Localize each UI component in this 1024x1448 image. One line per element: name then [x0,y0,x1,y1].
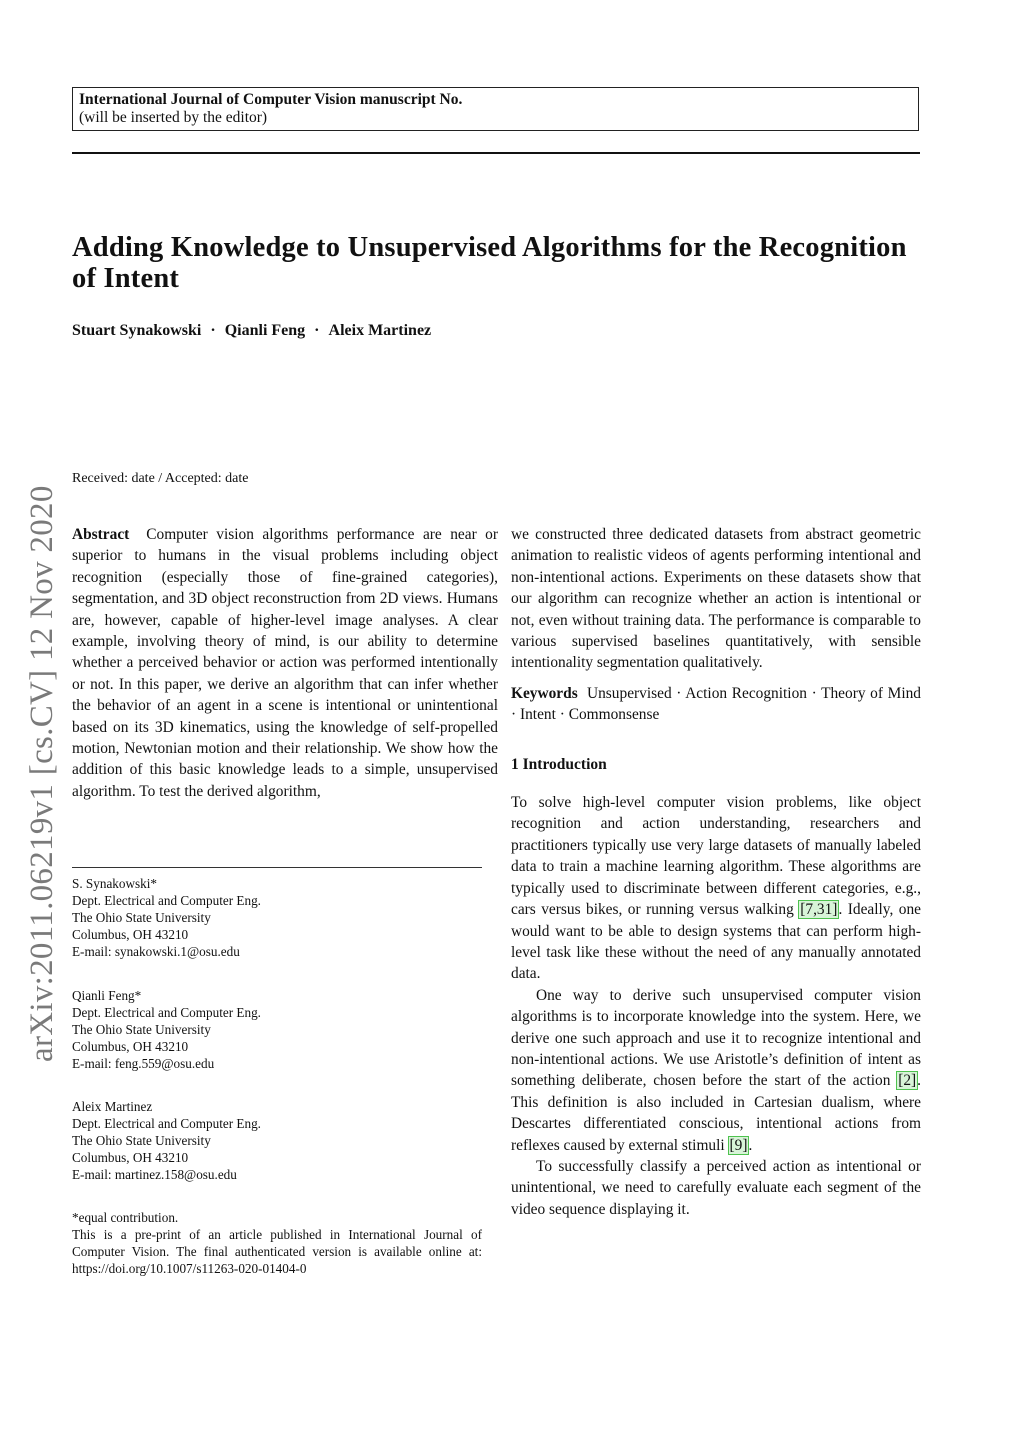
affiliation-university: The Ohio State University [72,910,211,925]
left-column [72,524,498,802]
affiliation-university: The Ohio State University [72,1133,211,1148]
author-name: Qianli Feng [224,322,306,339]
footnote [72,1209,482,1277]
abstract-continued: we constructed three dedicated datasets from abstract geometric animation to realistic videos of agents performing intentional and non-intentional actions. Experiments on these datasets show that our algorithm can recognize whether an action is intentional or not, even without training data. The performance is comparable to various supervised baselines quantitatively, with sensible intentionality segmentation qualitatively. [511,526,921,672]
author-list [72,322,431,340]
intro-paragraph-3: To successfully classify a perceived action as intentional or unintentional, we need to carefully evaluate each segment of the video sequence displaying it. [511,1157,921,1218]
right-column [511,524,921,1220]
intro-paragraph-2 [511,985,921,1156]
affiliation-block [72,1098,261,1183]
citation-link[interactable]: [9] [729,1136,748,1154]
affiliation-city: Columbus, OH 43210 [72,1039,189,1054]
abstract [72,524,498,802]
footnote-rule [72,867,482,868]
author-name: Aleix Martinez [328,322,432,339]
citation-link[interactable]: [2] [898,1072,917,1090]
editor-note: (will be inserted by the editor) [79,109,268,126]
keywords-label: Keywords [511,684,578,702]
intro-text: . Ideally, one would want to be able to design systems that can perform high-level task like these without the need of any manually annotated data. [511,901,921,983]
affiliation-name: Qianli Feng* [72,988,142,1003]
author-separator: · [314,322,320,339]
footnote-equal-contribution: *equal contribution. [72,1210,179,1225]
citation-link[interactable]: [7,31] [800,901,838,919]
intro-text: To solve high-level computer vision problems, like object recognition and action understanding, researchers and practitioners typically use very large datasets of manually labeled data to train a machine learning algorithm. These algorithms are typically used to discriminate between different categories, e.g., cars versus bikes, or running versus walking [511,794,921,919]
affiliation-block [72,987,261,1072]
abstract-label: Abstract [72,526,130,543]
keywords [511,683,921,726]
intro-text: One way to derive such unsupervised computer vision algorithms is to incorporate knowledge into the system. Here, we derive one such approach and use it to recognize intentional and non-intentional actions. We use Aristotle’s definition of intent as something deliberate, chosen before the start of the action [511,986,921,1090]
intro-text: . [748,1136,753,1154]
journal-header-box [72,87,919,131]
affiliation-email: E-mail: feng.559@osu.edu [72,1056,215,1071]
footnote-preprint-note: This is a pre-print of an article published in International Journal of Computer Vision. The final authenticated version is available online at: https://doi.org/10.1007/s11263-020-01404-0 [72,1227,482,1276]
affiliation-name: S. Synakowski* [72,876,157,891]
received-date: Received: date / Accepted: date [72,471,249,486]
affiliation-email: E-mail: martinez.158@osu.edu [72,1167,237,1182]
affiliation-block [72,875,261,960]
abstract-text-left: Computer vision algorithms performance are near or superior to humans in the visual problems including object recognition (especially those of fine-grained categories), segmentation, and 3D object reconstruction from 2D views. Humans are, however, capable of higher-level image analyses. A clear example, involving theory of mind, is our ability to determine whether a perceived behavior or action was performed intentionally or not. In this paper, we derive an algorithm that can infer whether the behavior of an agent in a scene is intentional or unintentional based on its 3D kinematics, using the knowledge of self-propelled motion, Newtonian motion and their relationship. We show how the addition of this basic knowledge leads to a simple, unsupervised algorithm. To test the derived algorithm, [72,526,498,800]
affiliation-email: E-mail: synakowski.1@osu.edu [72,944,240,959]
section-heading: 1 Introduction [511,755,607,773]
journal-name: International Journal of Computer Vision manuscript No. [79,91,463,108]
affiliation-university: The Ohio State University [72,1022,211,1037]
keywords-text: Unsupervised · Action Recognition · Theory of Mind · Intent · Commonsense [511,684,921,724]
affiliation-dept: Dept. Electrical and Computer Eng. [72,893,261,908]
paper-title: Adding Knowledge to Unsupervised Algorithms for the Recognition of Intent [72,232,907,294]
author-separator: · [210,322,216,339]
arxiv-stamp: arXiv:2011.06219v1 [cs.CV] 12 Nov 2020 [24,485,60,1062]
intro-text: . This definition is also included in Cartesian dualism, where Descartes differentiated conscious, intentional actions from reflexes caused by external stimuli [511,1072,921,1154]
affiliation-city: Columbus, OH 43210 [72,927,189,942]
intro-paragraph-1 [511,792,921,985]
affiliation-dept: Dept. Electrical and Computer Eng. [72,1116,261,1131]
author-name: Stuart Synakowski [72,322,202,339]
affiliation-name: Aleix Martinez [72,1099,153,1114]
header-rule [72,152,920,154]
affiliation-city: Columbus, OH 43210 [72,1150,189,1165]
affiliation-dept: Dept. Electrical and Computer Eng. [72,1005,261,1020]
